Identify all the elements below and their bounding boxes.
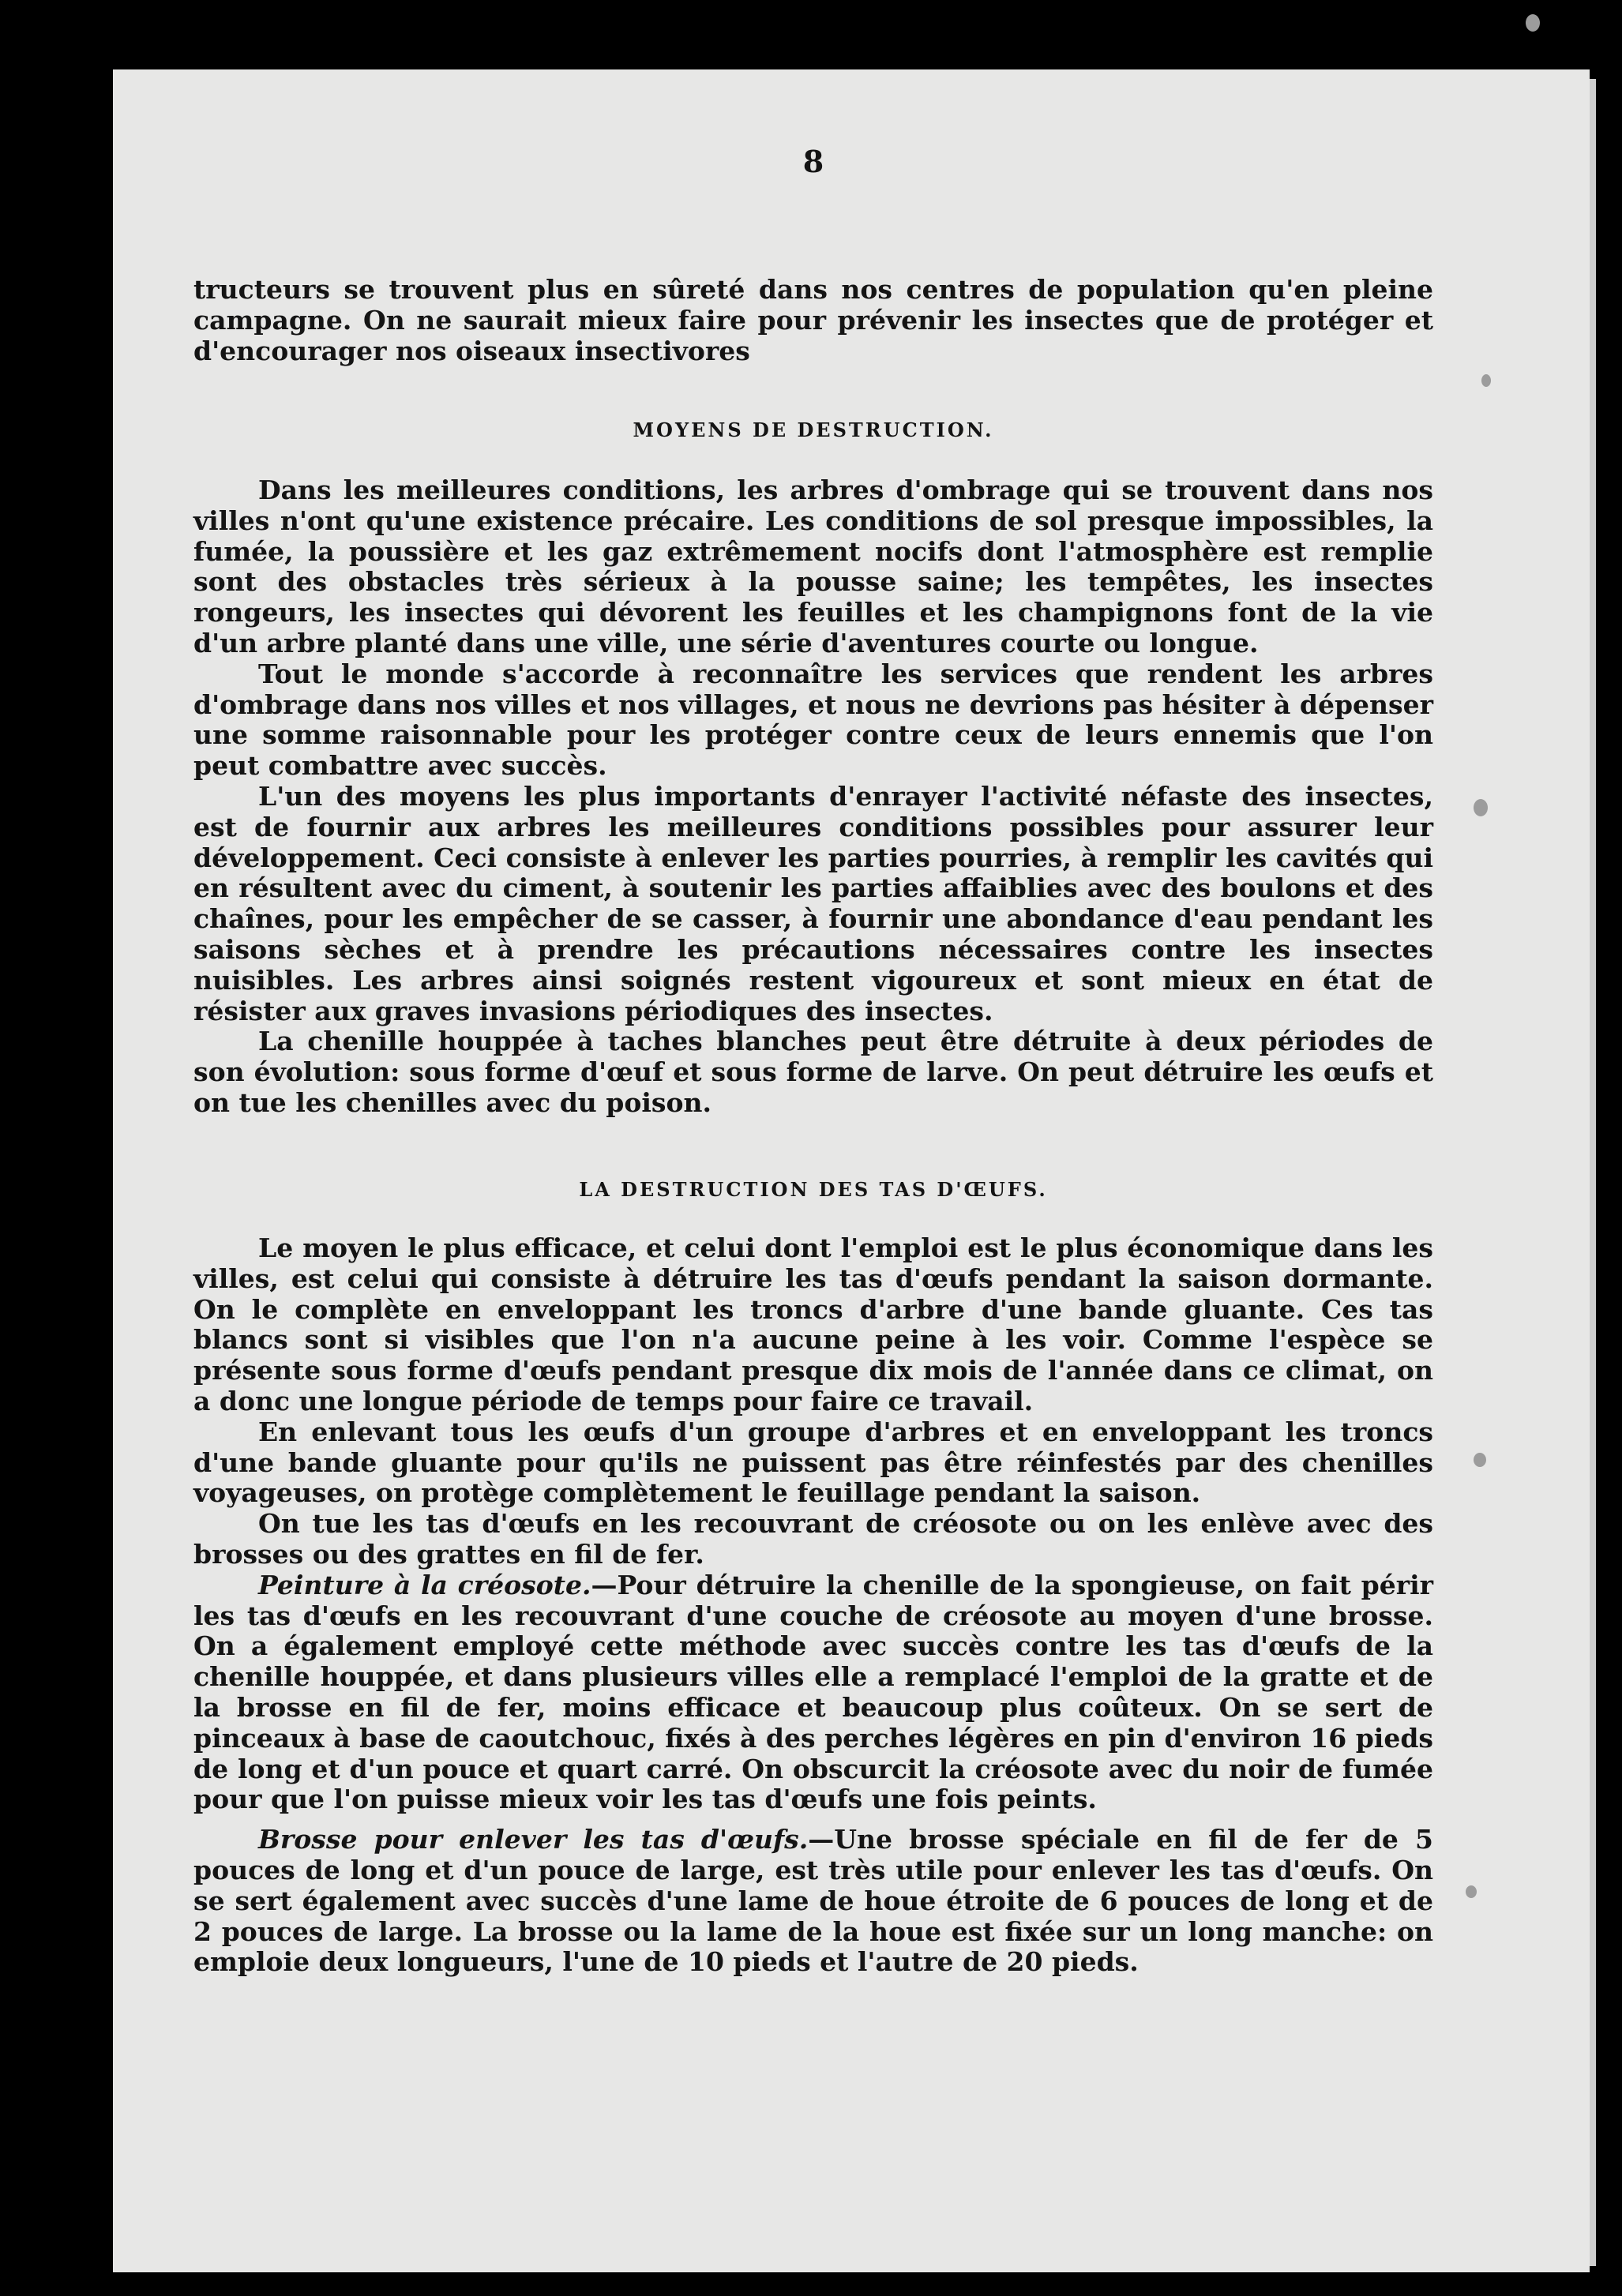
scan-speck (1474, 799, 1488, 816)
opening-paragraph: tructeurs se trouvent plus en sûreté dans nos centres de population qu'en pleine campagne. On ne saurait mieux faire pour prévenir les insectes que de protéger et d'encourager nos oiseaux insectivores (193, 274, 1433, 366)
section-moyens-body (193, 475, 1433, 1119)
scan-speck (1466, 1885, 1477, 1898)
section-heading-destruction: LA DESTRUCTION DES TAS D'ŒUFS. (579, 1178, 1048, 1201)
paragraph: Tout le monde s'accorde à reconnaître les services que rendent les arbres d'ombrage dans nos villes et nos villages, et nous ne devrions pas hésiter à dépenser une somme raisonnable pour les protéger contre ceux de leurs ennemis que l'on peut combattre avec succès. (193, 658, 1433, 782)
creosote-paragraph (193, 1570, 1433, 1815)
section-destruction-body (193, 1233, 1433, 1978)
brosse-paragraph (193, 1825, 1433, 1978)
scan-speck (1526, 14, 1540, 32)
brosse-run-in-title: Brosse pour enlever les tas d'œufs. (258, 1824, 809, 1855)
paragraph: La chenille houppée à taches blanches peut être détruite à deux périodes de son évolution: sous forme d'œuf et sous forme de larve. On peut détruire les œufs et on tue les chenilles avec du poison. (193, 1026, 1433, 1118)
scan-speck (1474, 1453, 1486, 1467)
scan-speck (1481, 374, 1491, 387)
creosote-run-in-title: Peinture à la créosote. (258, 1569, 591, 1600)
creosote-text: —Pour détruire la chenille de la spongieuse, on fait périr les tas d'œufs en les recouvrant d'une couche de créosote au moyen d'une brosse. On a également employé cette méthode avec succès contre les tas d'œufs de la chenille houppée, et dans plusieurs villes elle a remplacé l'emploi de la gratte et de la brosse en fil de fer, moins efficace et beaucoup plus coûteux. On se sert de pinceaux à base de caoutchouc, fixés à des perches légères en pin d'environ 16 pieds de long et d'un pouce et quart carré. On obscurcit la créosote avec du noir de fumée pour que l'on puisse mieux voir les tas d'œufs une fois peints. (193, 1569, 1434, 1815)
paragraph: Dans les meilleures conditions, les arbres d'ombrage qui se trouvent dans nos villes n'ont qu'une existence précaire. Les conditions de sol presque impossibles, la fumée, la poussière et les gaz extrêmement nocifs dont l'atmosphère est remplie sont des obstacles très sérieux à la pousse saine; les tempêtes, les insectes rongeurs, les insectes qui dévorent les feuilles et les champignons font de la vie d'un arbre planté dans une ville, une série d'aventures courte ou longue. (193, 475, 1433, 658)
opening-paragraph-block (193, 275, 1433, 366)
paragraph: L'un des moyens les plus importants d'enrayer l'activité néfaste des insectes, est de fournir aux arbres les meilleures conditions possibles pour assurer leur développement. Ceci consiste à enlever les parties pourries, à remplir les cavités qui en résultent avec du ciment, à soutenir les parties affaiblies avec des boulons et des chaînes, pour les empêcher de se casser, à fournir une abondance d'eau pendant les saisons sèches et à prendre les précautions nécessaires contre les insectes nuisibles. Les arbres ainsi soignés restent vigoureux et sont mieux en état de résister aux graves invasions périodiques des insectes. (193, 780, 1433, 1026)
brosse-text: —Une brosse spéciale en fil de fer de 5 pouces de long et d'un pouce de large, est très utile pour enlever les tas d'œufs. On se sert également avec succès d'une lame de houe étroite de 6 pouces de long et de 2 pouces de large. La brosse ou la lame de la houe est fixée sur un long manche: on emploie deux longueurs, l'une de 10 pieds et l'autre de 20 pieds. (193, 1824, 1433, 1978)
section-heading-moyens: MOYENS DE DESTRUCTION. (633, 418, 994, 441)
paragraph: Le moyen le plus efficace, et celui dont l'emploi est le plus économique dans les villes, est celui qui consiste à détruire les tas d'œufs pendant la saison dormante. On le complète en enveloppant les troncs d'arbre d'une bande gluante. Ces tas blancs sont si visibles que l'on n'a aucune peine à les voir. Comme l'espèce se présente sous forme d'œufs pendant presque dix mois de l'année dans ce climat, on a donc une longue période de temps pour faire ce travail. (193, 1232, 1433, 1416)
page-spine-edge (1590, 79, 1596, 2266)
paragraph: On tue les tas d'œufs en les recouvrant de créosote ou on les enlève avec des brosses ou des grattes en fil de fer. (193, 1508, 1433, 1570)
page-number: 8 (802, 144, 824, 179)
paragraph: En enlevant tous les œufs d'un groupe d'arbres et en enveloppant les troncs d'une bande gluante pour qu'ils ne puissent pas être réinfestés par des chenilles voyageuses, on protège complètement le feuillage pendant la saison. (193, 1416, 1433, 1509)
